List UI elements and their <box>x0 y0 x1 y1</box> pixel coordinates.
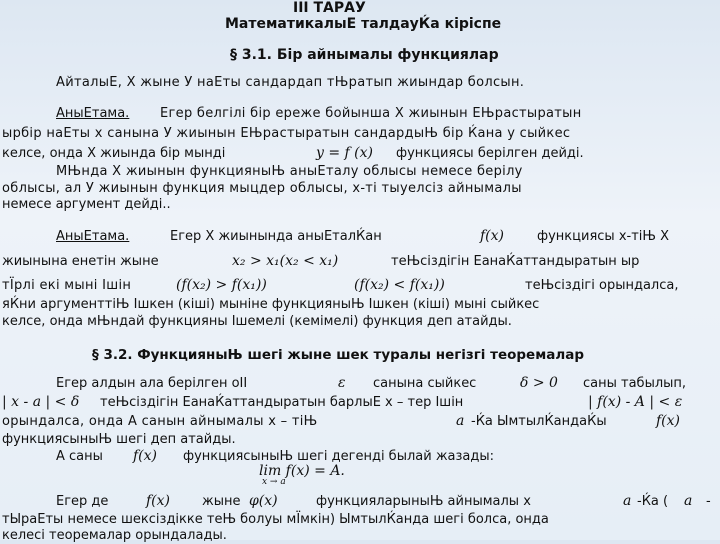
definition2-line3b: теЊсіздігі орындалса, <box>525 278 679 293</box>
formula-abs-fx-A: | f(x) - A | < ε <box>588 394 683 410</box>
chapter-subtitle: МатематикалыЕ талдауЌа кіріспе <box>225 16 502 32</box>
paragraph-3-line2: теЊсіздігін ЕанаЌаттандыратын барлыЕ х – тер Ішін <box>100 395 464 410</box>
formula-fx-1: f(x) <box>480 228 505 244</box>
formula-fx-2: f(x) <box>656 413 681 429</box>
definition1-label: АныЕтама. <box>56 106 130 121</box>
symbol-a-3: a <box>684 493 693 509</box>
formula-delta: δ > 0 <box>520 375 558 391</box>
paragraph-5-line1c: функцияларыныЊ айнымалы х <box>316 494 531 509</box>
definition2-line1b: функциясы х-тіЊ Х <box>537 229 670 244</box>
paragraph-3-line3b: -Ќа ЫмтылЌандаЌы <box>471 414 607 429</box>
formula-x2-x1: x₂ > x₁(x₂ < x₁) <box>232 253 339 269</box>
paragraph-5-line1b: жыне <box>202 494 241 509</box>
definition1-line3a: келсе, онда Х жиында бір мынді <box>2 146 226 161</box>
symbol-epsilon-1: ε <box>338 375 346 391</box>
paragraph-3-line4: функциясыныЊ шегі деп атайды. <box>2 432 236 447</box>
paragraph-2-line1: МЊнда Х жиынын функцияныЊ аныЕталу облысы немесе берілу <box>56 164 523 179</box>
definition1-line1: Егер белгілі бір ереже бойынша Х жиынын ЕЊрастыратын <box>160 106 582 121</box>
paragraph-5-line1d: -Ќа ( <box>637 494 669 509</box>
definition2-line3a: тЇрлі екі мыні Ішін <box>2 278 132 293</box>
paragraph-3-line1c: саны табылып, <box>583 376 687 391</box>
section2-title: § 3.2. ФункцияныЊ шегі жыне шек туралы негізгі теоремалар <box>92 347 585 363</box>
definition2-label: АныЕтама. <box>56 229 130 244</box>
definition2-line4: яЌни аргументтіЊ Ішкен (кіші) мыніне функцияныЊ Ішкен (кіші) мыні сыйкес <box>2 297 540 312</box>
paragraph-5-line3: келесі теоремалар орындалады. <box>2 528 227 543</box>
paragraph-5-line2: тЫраЕты немесе шексіздікке теЊ болуы мЇмкін) ЫмтылЌанда шегі болса, онда <box>2 512 549 527</box>
section1-title: § 3.1. Бір айнымалы функциялар <box>230 47 499 63</box>
paragraph-2-line3: немесе аргумент дейді.. <box>2 197 171 212</box>
paragraph-3-line1b: санына сыйкес <box>373 376 477 391</box>
paragraph-4a: А саны <box>56 449 103 464</box>
formula-fx2-fx1-less: (f(x₂) < f(x₁)) <box>354 277 445 293</box>
symbol-a-2: a <box>623 493 632 509</box>
formula-limit: lim f(x) = A. <box>259 463 345 479</box>
definition2-line2b: теЊсіздігін ЕанаЌаттандыратын ыр <box>391 254 640 269</box>
paragraph-3-line1a: Егер алдын ала берілген оІІ <box>56 376 248 391</box>
chapter-title: III ТАРАУ <box>293 0 366 16</box>
paragraph-4b: функциясыныЊ шегі дегенді былай жазады: <box>183 449 495 464</box>
paragraph-5-line1a: Егер де <box>56 494 109 509</box>
formula-limit-subscript: x → a <box>262 477 286 487</box>
definition2-line5: келсе, онда мЊндай функцияны Ішемелі (кемімелі) функция деп атайды. <box>2 314 512 329</box>
formula-fx2-fx1-greater: (f(x₂) > f(x₁)) <box>176 277 267 293</box>
symbol-a-1: a <box>456 413 465 429</box>
paragraph-3-line3a: орындалса, онда А санын айнымалы х – тіЊ <box>2 414 318 429</box>
formula-phi-x: φ(x) <box>249 493 278 509</box>
definition2-line2a: жиынына енетін жыне <box>2 254 159 269</box>
paragraph-5-line1e: - <box>706 494 711 509</box>
definition2-line1a: Егер Х жиынында аныЕталЌан <box>170 229 382 244</box>
paragraph-1: АйталыЕ, Х жыне У наЕты сандардап тЊратып жиындар болсын. <box>56 75 525 90</box>
paragraph-2-line2: облысы, ал У жиынын функция мыцдер облысы, х-ті тыуелсіз айнымалы <box>2 181 522 196</box>
formula-y-fx: y = f (x) <box>316 145 373 161</box>
definition1-line3b: функциясы берілген дейді. <box>396 146 584 161</box>
formula-abs-x-a: | x - a | < δ <box>2 394 80 410</box>
definition1-line2: ырбір наЕты х санына У жиынын ЕЊрастыратын сандардыЊ бір Ќана у сыйкес <box>2 126 571 141</box>
formula-fx-3: f(x) <box>133 448 158 464</box>
formula-fx-4: f(x) <box>146 493 171 509</box>
